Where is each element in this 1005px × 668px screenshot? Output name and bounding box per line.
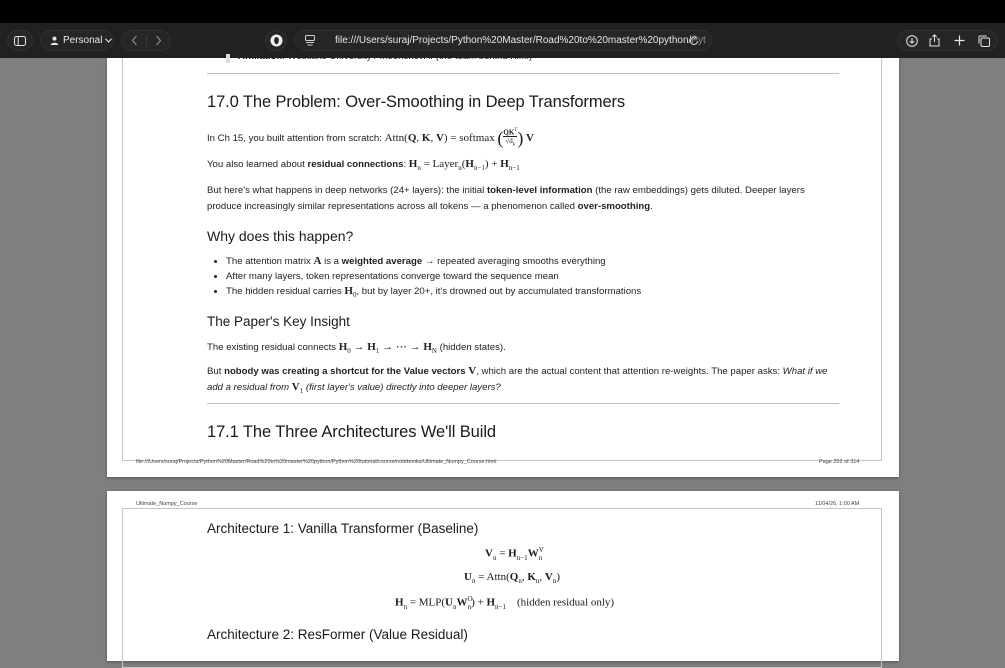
page-header-date: 11/04/26, 1:00 AM [815, 501, 860, 507]
paragraph-value-shortcut: But nobody was creating a shortcut for the Value vectors V, which are the actual content that attention re-weights. The paper asks: What if we add a residual from $V_1$ (first layer's value) directly into deeper layers? [207, 365, 828, 395]
section-title-17-0: 17.0 The Problem: Over-Smoothing in Deep Transformers [207, 93, 626, 111]
privacy-shield-button[interactable] [265, 30, 287, 51]
privacy-shield-icon [270, 34, 283, 47]
reload-button[interactable] [689, 36, 699, 46]
heading-key-insight: The Paper's Key Insight [207, 314, 350, 329]
profile-label: Personal [63, 35, 103, 46]
forward-button[interactable] [155, 35, 162, 46]
paragraph-attention: In Ch 15, you built attention from scratch: Attn(Q, K, V) = softmax ($QK^T$ $√d_k$ ) V [207, 128, 534, 149]
section-title-17-1: 17.1 The Three Architectures We'll Build [207, 423, 496, 441]
equation-attention: $U_n$ = $Attn(Q_n$, $K_n$, $V_n$) [464, 571, 561, 586]
share-button[interactable] [929, 34, 940, 47]
sidebar-toggle-icon [14, 36, 26, 46]
download-icon [906, 35, 918, 47]
chevron-left-icon [131, 35, 138, 46]
heading-architecture-2: Architecture 2: ResFormer (Value Residual) [207, 627, 468, 642]
heading-architecture-1: Architecture 1: Vanilla Transformer (Baseline) [207, 521, 479, 536]
list-item: • The hidden residual carries $H_0$, but by layer 20+, it's drowned out by accumulated transformations [226, 284, 839, 303]
screen-top-bar [0, 0, 1005, 23]
plus-icon [954, 35, 965, 46]
reload-icon [689, 36, 699, 46]
paragraph-over-smoothing: But here's what happens in deep networks (24+ layers): the initial token-level information (the raw embeddings) gets diluted. Deeper layers produce increasingly similar representations across all tokens — a phenomenon called over-smoothing. [207, 185, 805, 212]
sidebar-toggle-button[interactable] [7, 30, 33, 51]
list-item: • The attention matrix A is a weighted average → repeated averaging smooths everything [226, 254, 839, 269]
divider [207, 73, 839, 74]
heading-why: Why does this happen? [207, 228, 354, 244]
affiliation-line: Affiliation: Westlake University / Moonshot AI (the team behind Kimi) [238, 51, 533, 62]
page-menu-icon[interactable] [305, 35, 315, 46]
why-list [207, 254, 839, 303]
equation-value: $V_n = H_{n-1}W^V_n$ [485, 546, 544, 562]
url-text[interactable]: file:///Users/suraj/Projects/Python%20Master/Road%20to%20master%20python/Pyt [335, 35, 706, 46]
page-footer-path: file:///Users/suraj/Projects/Python%20Master/Road%20to%20master%20python/Python%20tutorial/course/notebooks/Ultimate_Numpy_Course.html [136, 459, 497, 465]
paragraph-existing-residual: The existing residual connects $H_0 \to H_1$ → ⋯ → $H_N$ (hidden states). [207, 341, 506, 356]
paragraph-residual: You also learned about residual connections: $H_n$ = $Layer_n(H_{n-1}) + H_{n-1}$ [207, 158, 520, 173]
address-bar[interactable] [294, 30, 712, 51]
equation-hidden: $H_n = MLP(U_nW^O_n) + H_{n-1}$ (hidden residual only) [395, 595, 615, 611]
right-toolbar-group [897, 30, 998, 51]
page-header-title: Ultimate_Numpy_Course [136, 501, 198, 507]
share-icon [929, 34, 940, 47]
chevron-down-icon [105, 38, 112, 43]
person-icon [50, 36, 59, 45]
nav-buttons [121, 30, 171, 51]
profile-button[interactable] [40, 30, 114, 51]
download-button[interactable] [906, 35, 918, 47]
chevron-right-icon [155, 35, 162, 46]
divider [207, 403, 839, 404]
tab-overview-button[interactable] [978, 35, 990, 47]
back-button[interactable] [131, 35, 138, 46]
new-tab-button[interactable] [954, 35, 965, 46]
list-item: • After many layers, token representations converge toward the sequence mean [226, 269, 839, 284]
tab-overview-icon [978, 35, 990, 47]
page-footer-number: Page 252 of 314 [819, 459, 860, 465]
